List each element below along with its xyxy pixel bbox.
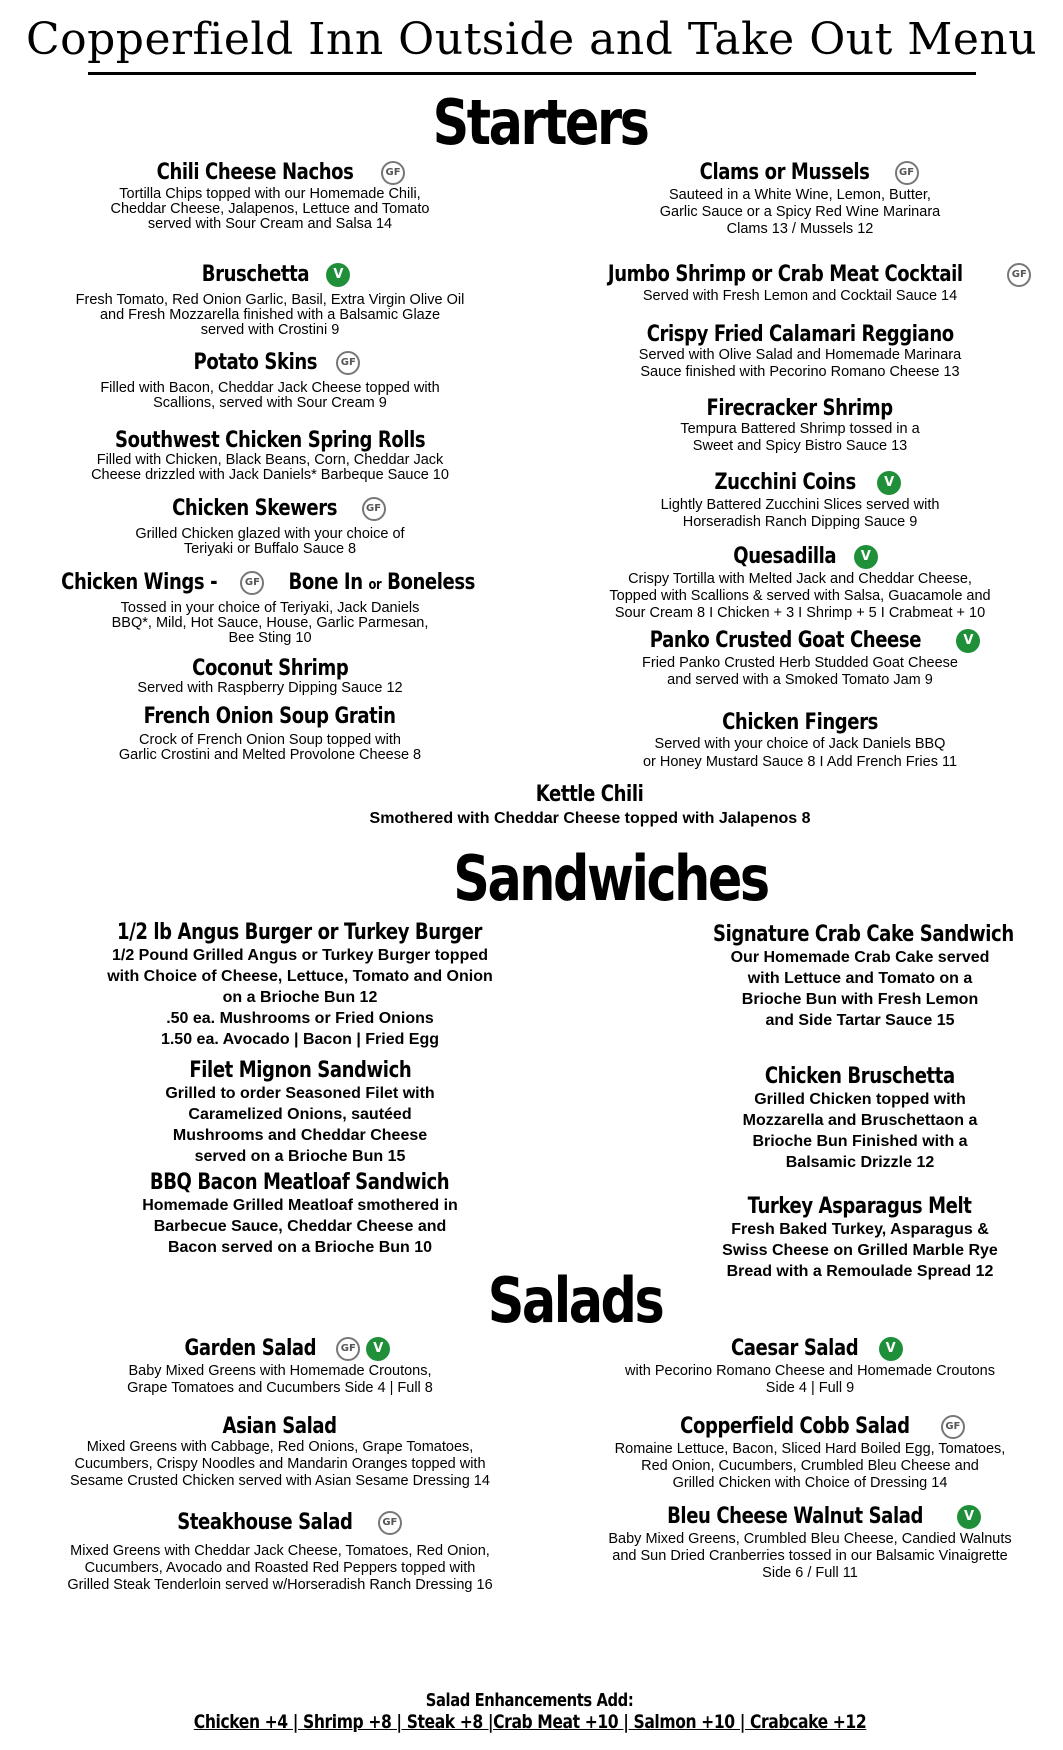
gluten-free-icon: GF [381, 161, 405, 185]
menu-item-filet-mignon-sandwich [60, 1058, 540, 1167]
enhancements-list: Chicken +4 | Shrimp +8 | Steak +8 |Crab Meat +10 | Salmon +10 | Crabcake +12 [193, 1711, 867, 1733]
menu-item-chicken-bruschetta [680, 1064, 1040, 1173]
item-description: Served with your choice of Jack Daniels BBQ or Honey Mustard Sauce 8 I Add French Fries 11 [642, 736, 958, 770]
vegetarian-icon: V [957, 1505, 981, 1529]
item-description: Mixed Greens with Cheddar Jack Cheese, Tomatoes, Red Onion, Cucumbers, Avocado and Roasted Red Peppers topped with Grilled Steak Tenderloin served w/Horseradish Ranch Dressing 16 [67, 1542, 493, 1593]
menu-item-bruschetta [20, 262, 520, 338]
item-description: Mixed Greens with Cabbage, Red Onions, Grape Tomatoes, Cucumbers, Crispy Noodles and Mandarin Oranges topped with Sesame Crusted Chicken served with Asian Sesame Dressing 14 [70, 1439, 490, 1489]
item-description: Tossed in your choice of Teriyaki, Jack Daniels BBQ*, Mild, Hot Sauce, House, Garlic Parmesan, Bee Sting 10 [111, 599, 429, 646]
item-description: Filled with Bacon, Cheddar Jack Cheese topped with Scallions, served with Sour Cream 9 [100, 379, 440, 411]
section-sandwiches: Sandwiches [453, 842, 768, 915]
item-name: Panko Crusted Goat Cheese [649, 628, 921, 653]
title-divider [88, 72, 976, 75]
menu-item-bbq-meatloaf-sandwich [60, 1170, 540, 1258]
item-name: Kettle Chili [536, 782, 644, 807]
item-name: Asian Salad [222, 1414, 338, 1439]
menu-item-chili-cheese-nachos [20, 160, 520, 232]
item-name: Jumbo Shrimp or Crab Meat Cocktail [607, 262, 963, 287]
menu-item-firecracker-shrimp [560, 396, 1040, 455]
item-description: Lightly Battered Zucchini Slices served with Horseradish Ranch Dipping Sauce 9 [660, 496, 940, 530]
item-name: 1/2 lb Angus Burger or Turkey Burger [117, 920, 483, 945]
item-description: Fresh Tomato, Red Onion Garlic, Basil, Extra Virgin Olive Oil and Fresh Mozzarella finished with a Balsamic Glaze served with Crostini 9 [75, 291, 465, 338]
item-name: Quesadilla [733, 544, 837, 569]
item-name-part: Bone In [288, 570, 364, 595]
item-description: Grilled to order Seasoned Filet with Caramelized Onions, sautéed Mushrooms and Cheddar Cheese served on a Brioche Bun 15 [165, 1085, 435, 1165]
item-name: Chicken Fingers [722, 710, 878, 735]
item-name: Southwest Chicken Spring Rolls [114, 428, 426, 453]
item-description: with Pecorino Romano Cheese and Homemade Croutons Side 4 | Full 9 [625, 1362, 995, 1396]
menu-item-bleu-cheese-walnut-salad [570, 1504, 1050, 1582]
item-name: Firecracker Shrimp [706, 396, 894, 421]
menu-item-garden-salad [20, 1336, 540, 1397]
item-name-part: or [368, 577, 382, 593]
menu-item-cobb-salad [570, 1414, 1050, 1492]
item-description: Crock of French Onion Soup topped with Garlic Crostini and Melted Provolone Cheese 8 [118, 732, 422, 763]
item-name: Copperfield Cobb Salad [680, 1414, 910, 1439]
menu-item-quesadilla [560, 544, 1040, 622]
item-name: Turkey Asparagus Melt [748, 1194, 972, 1219]
item-description: Tempura Battered Shrimp tossed in a Sweet and Spicy Bistro Sauce 13 [680, 421, 920, 454]
menu-item-steakhouse-salad [20, 1510, 540, 1594]
item-description: Homemade Grilled Meatloaf smothered in Barbecue Sauce, Cheddar Cheese and Bacon served on a Brioche Bun 10 [142, 1197, 458, 1256]
gluten-free-icon: GF [941, 1415, 965, 1439]
vegetarian-icon: V [879, 1337, 903, 1361]
gluten-free-icon: GF [240, 571, 264, 595]
gluten-free-icon: GF [378, 1511, 402, 1535]
item-name-part: Boneless [387, 570, 476, 595]
menu-item-kettle-chili [250, 782, 930, 826]
item-name: BBQ Bacon Meatloaf Sandwich [150, 1170, 450, 1195]
salad-enhancements [100, 1690, 960, 1733]
menu-item-chicken-skewers [20, 496, 520, 557]
item-description: Crispy Tortilla with Melted Jack and Cheddar Cheese, Topped with Scallions & served with Salsa, Guacamole and Sour Cream 8 I Chicken + 3 I Shrimp + 5 I Crabmeat + 10 [609, 570, 991, 621]
menu-item-crab-cake-sandwich [680, 922, 1040, 1031]
item-description: Grilled Chicken topped with Mozzarella and Bruschettaon a Brioche Bun Finished with a Balsamic Drizzle 12 [742, 1091, 978, 1171]
menu-item-coconut-shrimp [20, 656, 520, 696]
item-name: Clams or Mussels [700, 160, 870, 185]
item-description: Baby Mixed Greens with Homemade Croutons, Grape Tomatoes and Cucumbers Side 4 | Full 8 [127, 1362, 433, 1396]
item-description: Romaine Lettuce, Bacon, Sliced Hard Boiled Egg, Tomatoes, Red Onion, Cucumbers, Crumbled Bleu Cheese and Grilled Chicken with Choice of Dressing 14 [614, 1440, 1006, 1491]
item-name: Chili Cheese Nachos [156, 160, 354, 185]
item-name: Filet Mignon Sandwich [189, 1058, 411, 1083]
section-starters: Starters [432, 86, 648, 159]
menu-item-angus-burger [60, 920, 540, 1050]
menu-item-southwest-spring-rolls [20, 428, 520, 483]
section-salads: Salads [487, 1264, 663, 1337]
vegetarian-icon: V [366, 1337, 390, 1361]
item-description: Grilled Chicken glazed with your choice of Teriyaki or Buffalo Sauce 8 [135, 525, 405, 557]
item-description: Fresh Baked Turkey, Asparagus & Swiss Cheese on Grilled Marble Rye Bread with a Remoulade Spread 12 [722, 1221, 998, 1280]
item-name: Chicken Skewers [172, 496, 338, 521]
item-name [61, 570, 217, 595]
vegetarian-icon: V [877, 471, 901, 495]
menu-item-turkey-asparagus-melt [680, 1194, 1040, 1282]
gluten-free-icon: GF [336, 351, 360, 375]
vegetarian-icon: V [326, 263, 350, 287]
menu-item-potato-skins [20, 350, 520, 411]
vegetarian-icon: V [854, 545, 878, 569]
gluten-free-icon: GF [1007, 263, 1031, 287]
gluten-free-icon: GF [336, 1337, 360, 1361]
enhancements-heading: Salad Enhancements Add: [426, 1690, 634, 1711]
item-name: Caesar Salad [731, 1336, 859, 1361]
item-description: Our Homemade Crab Cake served with Lettuce and Tomato on a Brioche Bun with Fresh Lemon and Side Tartar Sauce 15 [730, 949, 990, 1029]
item-description: Baby Mixed Greens, Crumbled Bleu Cheese, Candied Walnuts and Sun Dried Cranberries tossed in our Balsamic Vinaigrette Side 6 / Full 11 [608, 1530, 1012, 1581]
item-description: Fried Panko Crusted Herb Studded Goat Cheese and served with a Smoked Tomato Jam 9 [642, 654, 958, 688]
gluten-free-icon: GF [895, 161, 919, 185]
gluten-free-icon: GF [362, 497, 386, 521]
item-name: Bleu Cheese Walnut Salad [667, 1504, 923, 1529]
item-name: French Onion Soup Gratin [144, 704, 396, 729]
item-description: Tortilla Chips topped with our Homemade Chili, Cheddar Cheese, Jalapenos, Lettuce and Tomato served with Sour Cream and Salsa 14 [110, 185, 430, 232]
menu-item-asian-salad [20, 1414, 540, 1490]
item-name: Coconut Shrimp [191, 656, 349, 681]
item-description: Filled with Chicken, Black Beans, Corn, Cheddar Jack Cheese drizzled with Jack Daniels* Barbeque Sauce 10 [91, 452, 449, 483]
menu-item-chicken-wings [20, 570, 520, 646]
menu-item-chicken-fingers [560, 710, 1040, 771]
menu-item-fried-calamari [560, 322, 1040, 381]
item-name-part: Chicken Wings - [61, 570, 218, 595]
menu-item-french-onion-soup [20, 704, 520, 763]
menu-title: Copperfield Inn Outside and Take Out Menu [25, 14, 1038, 65]
menu-item-shrimp-crab-cocktail [560, 262, 1040, 304]
menu-item-zucchini-coins [560, 470, 1040, 531]
item-name: Steakhouse Salad [177, 1510, 353, 1535]
item-description: 1/2 Pound Grilled Angus or Turkey Burger topped with Choice of Cheese, Lettuce, Tomato and Onion on a Brioche Bun 12 .50 ea. Mushrooms or Fried Onions 1.50 ea. Avocado | Bacon | Fried Egg [107, 947, 493, 1048]
menu-item-clams-mussels [560, 160, 1040, 238]
item-name: Signature Crab Cake Sandwich [713, 922, 1014, 947]
item-name: Crispy Fried Calamari Reggiano [646, 322, 954, 347]
item-name-options [289, 570, 476, 595]
item-description: Sauteed in a White Wine, Lemon, Butter, Garlic Sauce or a Spicy Red Wine Marinara Clams 13 / Mussels 12 [659, 186, 941, 237]
item-name: Zucchini Coins [714, 470, 856, 495]
vegetarian-icon: V [956, 629, 980, 653]
item-name: Chicken Bruschetta [765, 1064, 955, 1089]
item-description: Smothered with Cheddar Cheese topped with Jalapenos 8 [369, 810, 811, 827]
menu-item-caesar-salad [570, 1336, 1050, 1397]
item-name: Potato Skins [193, 350, 317, 375]
item-description: Served with Fresh Lemon and Cocktail Sauce 14 [642, 287, 958, 304]
menu-item-panko-goat-cheese [560, 628, 1040, 689]
item-name: Bruschetta [201, 262, 309, 287]
item-description: Served with Olive Salad and Homemade Marinara Sauce finished with Pecorino Romano Cheese 13 [638, 347, 962, 380]
item-description: Served with Raspberry Dipping Sauce 12 [137, 680, 403, 696]
item-name: Garden Salad [184, 1336, 316, 1361]
